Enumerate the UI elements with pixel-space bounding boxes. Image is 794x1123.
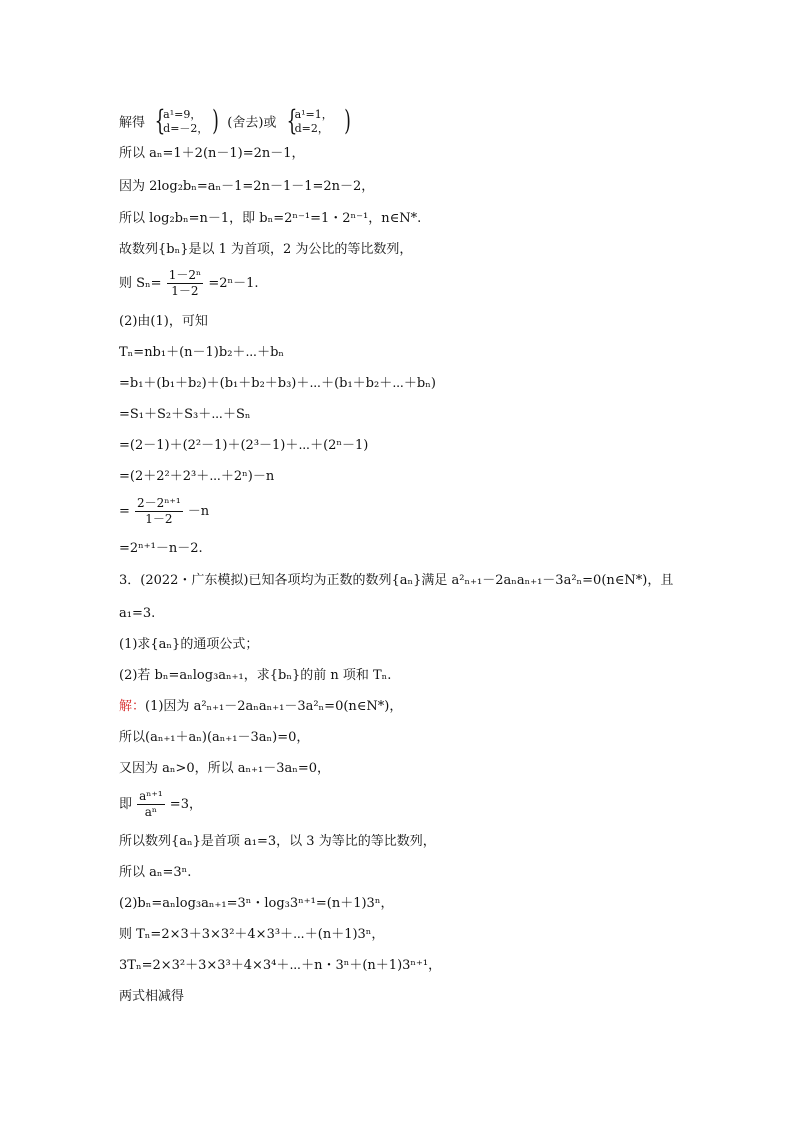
line-bn-formula: 所以 log₂bₙ=n－1，即 bₙ=2ⁿ⁻¹=1・2ⁿ⁻¹，n∈N*. <box>119 211 422 226</box>
line-subtract: 两式相减得 <box>119 989 185 1004</box>
line-factor: 所以(aₙ₊₁＋aₙ)(aₙ₊₁－3aₙ)=0， <box>119 730 310 745</box>
line-tn-step4: =(2＋2²＋2³＋⋯＋2ⁿ)－n <box>119 469 275 484</box>
fraction-tn: $\frac{\text{2－2ⁿ⁺¹}}{1-2}$ <box>137 496 181 526</box>
problem-3-part1: (1)求{aₙ}的通项公式； <box>119 637 259 652</box>
line-tn-step3: =(2－1)＋(2²－1)＋(2³－1)＋⋯＋(2ⁿ－1) <box>119 438 369 453</box>
system-brace-2: { a¹=1， d=2， ) <box>286 104 351 137</box>
system-1-row-2: d=－2， <box>163 122 209 135</box>
line-an-geometric: 所以数列{aₙ}是首项 a₁=3，以 3 为等比的等比数列， <box>119 834 436 849</box>
line-3tn-sum: 3Tₙ=2×3²＋3×3³＋4×3⁴＋⋯＋n・3ⁿ＋(n＋1)3ⁿ⁺¹， <box>119 958 442 973</box>
problem-3-initial: a₁=3. <box>119 606 156 621</box>
system-1-row-1: a¹=9， <box>163 108 202 121</box>
line-log-bn: 因为 2log₂bₙ=aₙ－1=2n－1－1=2n－2， <box>119 179 375 194</box>
line-tn-sum: 则 Tₙ=2×3＋3×3²＋4×3³＋⋯＋(n＋1)3ⁿ， <box>119 927 385 942</box>
line-an-result: 所以 aₙ=3ⁿ. <box>119 865 192 880</box>
line-an-formula: 所以 aₙ=1＋2(n－1)=2n－1， <box>119 146 305 161</box>
line-part2-intro: (2)由(1)，可知 <box>119 314 208 329</box>
line-ratio: 即 $\frac{\text{aⁿ⁺¹}}{\text{aⁿ}}$ =3， <box>119 789 202 819</box>
problem-3-statement: 3．(2022・广东模拟)已知各项均为正数的数列{aₙ}满足 a²ₙ₊₁－2aₙaₙ₊₁－3a²ₙ=0(n∈N*)，且 <box>119 573 674 588</box>
line-tn-step1: =b₁＋(b₁＋b₂)＋(b₁＋b₂＋b₃)＋⋯＋(b₁＋b₂＋⋯＋bₙ) <box>119 376 436 391</box>
fraction-sn: $\frac{\text{1－2ⁿ}}{1-2}$ <box>168 268 202 298</box>
text-discard-or: (舍去)或 <box>227 115 277 131</box>
line-tn-step2: =S₁＋S₂＋S₃＋⋯＋Sₙ <box>119 407 251 422</box>
line-tn-step5: = $\frac{\text{2－2ⁿ⁺¹}}{1-2}$ －n <box>119 496 210 526</box>
system-brace-1: { a¹=9， d=－2， ) <box>154 104 219 137</box>
solution-line-1 <box>119 104 355 138</box>
fraction-ratio: $\frac{\text{aⁿ⁺¹}}{\text{aⁿ}}$ <box>139 789 163 819</box>
line-sn-formula: 则 Sₙ= $\frac{\text{1－2ⁿ}}{1-2}$ =2ⁿ－1. <box>119 268 259 298</box>
system-2-row-2: d=2， <box>294 122 329 135</box>
line-bn-def: (2)bₙ=aₙlog₃aₙ₊₁=3ⁿ・log₃3ⁿ⁺¹=(n＋1)3ⁿ， <box>119 896 394 911</box>
line-positive: 又因为 aₙ>0，所以 aₙ₊₁－3aₙ=0， <box>119 761 331 776</box>
line-tn-result: =2ⁿ⁺¹－n－2. <box>119 541 203 556</box>
problem-3-part2: (2)若 bₙ=aₙlog₃aₙ₊₁，求{bₙ}的前 n 项和 Tₙ. <box>119 668 392 683</box>
solution-3-start: 解：(1)因为 a²ₙ₊₁－2aₙaₙ₊₁－3a²ₙ=0(n∈N*)， <box>119 699 403 714</box>
text-jiede: 解得 <box>119 115 146 131</box>
system-2-row-1: a¹=1， <box>294 108 333 121</box>
solution-label: 解： <box>119 699 146 714</box>
line-tn-def: Tₙ=nb₁＋(n－1)b₂＋⋯＋bₙ <box>119 345 285 360</box>
line-geometric-bn: 故数列{bₙ}是以 1 为首项，2 为公比的等比数列， <box>119 242 413 257</box>
